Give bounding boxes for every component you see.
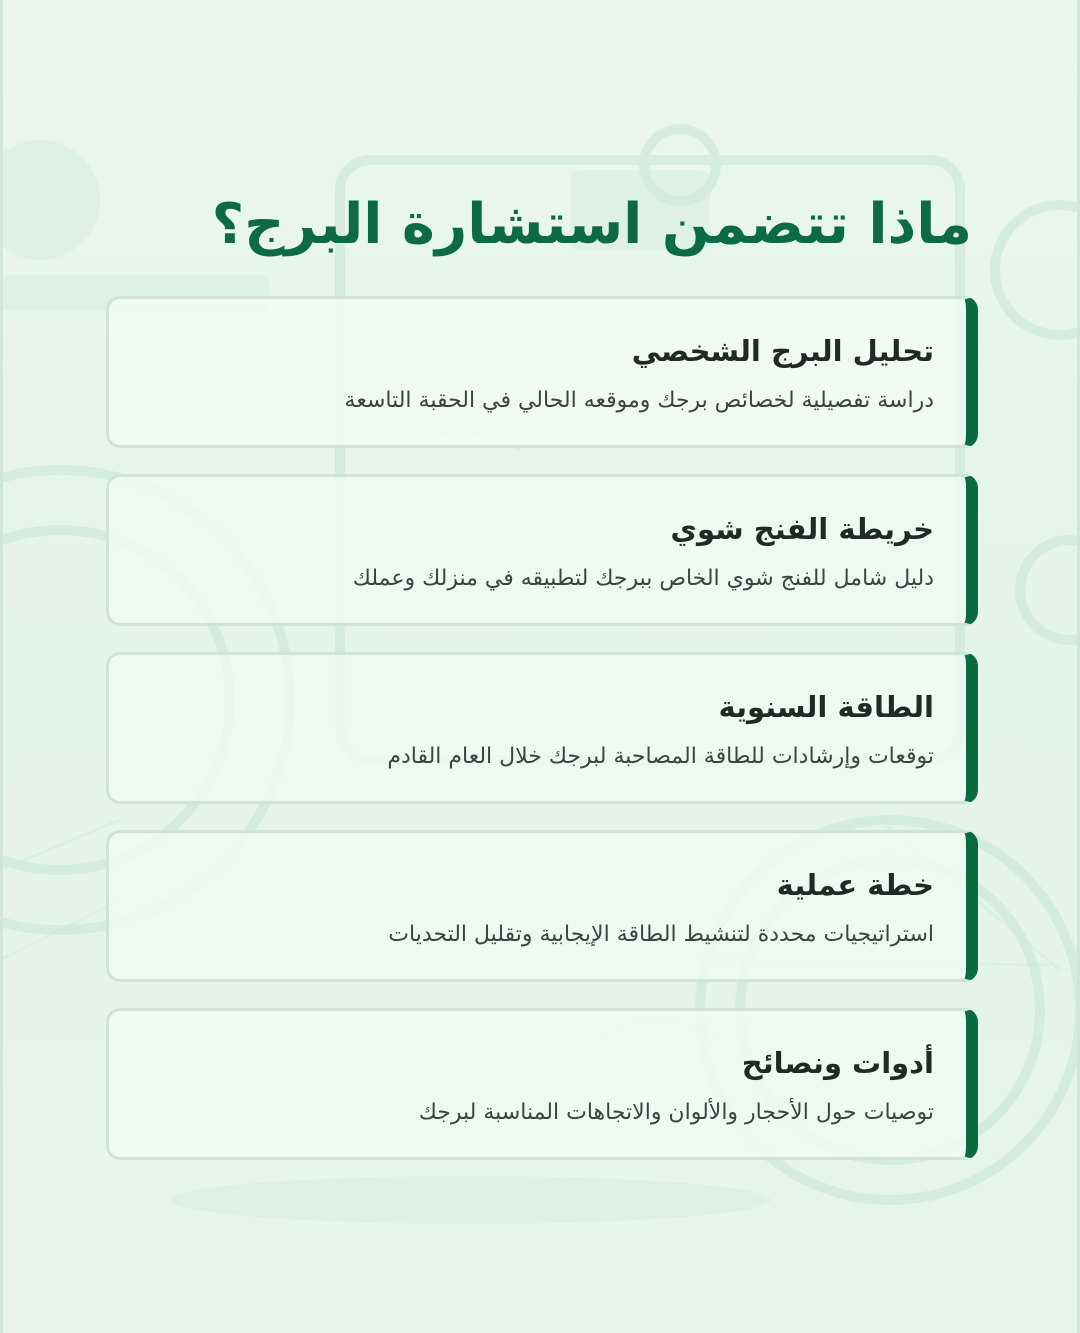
card-description: توقعات وإرشادات للطاقة المصاحبة لبرجك خلال العام القادم xyxy=(387,744,934,769)
card-description: دليل شامل للفنج شوي الخاص ببرجك لتطبيقه في منزلك وعملك xyxy=(352,566,934,591)
card-description: دراسة تفصيلية لخصائص برجك وموقعه الحالي في الحقبة التاسعة xyxy=(344,388,934,413)
services-list xyxy=(106,296,978,1186)
service-card-action-plan xyxy=(106,830,978,982)
frame-edge-left xyxy=(0,0,3,1333)
service-card-feng-shui-map xyxy=(106,474,978,626)
card-description: استراتيجيات محددة لتنشيط الطاقة الإيجابية وتقليل التحديات xyxy=(388,922,934,947)
service-card-tools-tips xyxy=(106,1008,978,1160)
card-title: أدوات ونصائح xyxy=(741,1046,934,1080)
card-title: الطاقة السنوية xyxy=(718,690,934,724)
card-title: خطة عملية xyxy=(776,868,934,902)
service-card-annual-energy xyxy=(106,652,978,804)
service-card-personal-analysis xyxy=(106,296,978,448)
card-title: تحليل البرج الشخصي xyxy=(631,334,934,368)
page-title: ماذا تتضمن استشارة البرج؟ xyxy=(211,192,972,257)
card-description: توصيات حول الأحجار والألوان والاتجاهات المناسبة لبرجك xyxy=(418,1100,934,1125)
card-title: خريطة الفنج شوي xyxy=(670,512,934,546)
